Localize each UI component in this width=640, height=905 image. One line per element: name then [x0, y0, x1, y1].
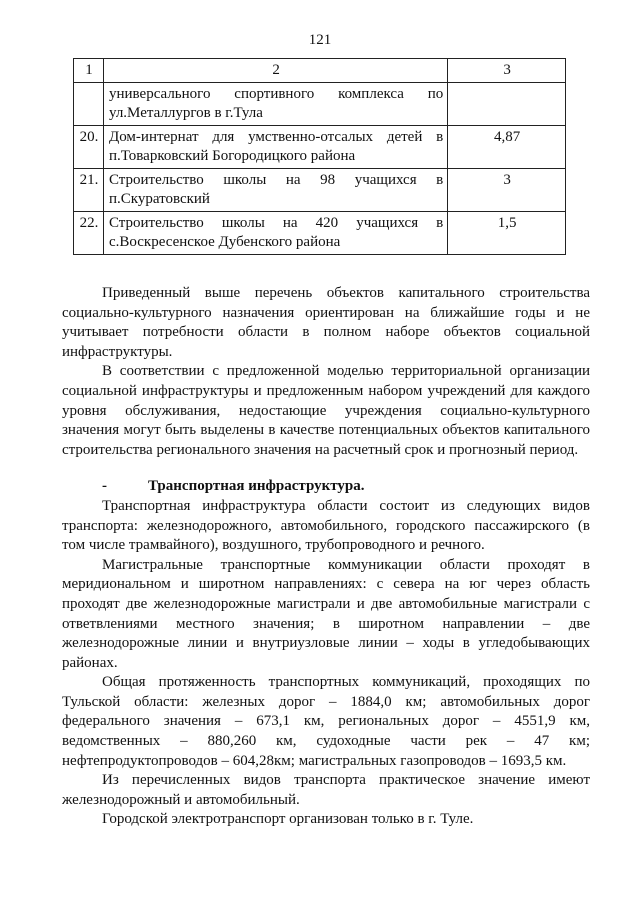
paragraph: Магистральные транспортные коммуникации области проходят в меридиональном и широтном направлениях: с севера на юг через область проходят две железнодорожные магистрали и две автомобильные магистрали с ответвлениями местного значения; в широтном направлении – две железнодорожные линии и внутриузловые линии – ходы в угледобывающих районах.: [62, 556, 590, 671]
paragraph: В соответствии с предложенной моделью территориальной организации социальной инфраструктуры и предложенным набором учреждений для каждого уровня обслуживания, недостающие учреждения социально-культурного значения могут быть выделены в качестве потенциальных объектов капитального строительства регионального значения на расчетный срок и прогнозный период.: [62, 363, 590, 458]
section-heading: [62, 477, 590, 497]
row-number: 20.: [74, 126, 104, 169]
heading-text: Транспортная инфраструктура.: [148, 478, 365, 495]
paragraph: Общая протяженность транспортных коммуникаций, проходящих по Тульской области: железных дорог – 1884,0 км; автомобильных дорог федерального значения – 673,1 км, региональных дорог – 4551,9 км, ведомственных – 880,260 км, судоходные части рек – 47 км; нефтепродуктопроводов – 604,28км; магистральных газопроводов – 1693,5 км.: [62, 674, 590, 769]
object-value: 1,5: [448, 212, 566, 255]
object-name: Дом-интернат для умственно-отсалых детей в п.Товарковский Богородицкого района: [103, 126, 447, 169]
object-name: Строительство школы на 420 учащихся в с.Воскресенское Дубенского района: [103, 212, 447, 255]
heading-dash: -: [102, 478, 107, 495]
table-row: [74, 169, 566, 212]
objects-table: [73, 58, 566, 255]
page-number: 121: [308, 32, 332, 48]
object-value: [448, 83, 566, 126]
row-number: 21.: [74, 169, 104, 212]
row-number: 22.: [74, 212, 104, 255]
row-number: [74, 83, 104, 126]
table-row: [74, 126, 566, 169]
table-header-cell: 3: [448, 59, 566, 83]
object-name: универсального спортивного комплекса по ул.Металлургов в г.Тула: [103, 83, 447, 126]
paragraph: Из перечисленных видов транспорта практическое значение имеют железнодорожный и автомобильный.: [62, 772, 590, 808]
table-row: [74, 83, 566, 126]
table-header-cell: 1: [74, 59, 104, 83]
object-name: Строительство школы на 98 учащихся в п.Скуратовский: [103, 169, 447, 212]
table-header-cell: 2: [103, 59, 447, 83]
object-value: 3: [448, 169, 566, 212]
object-value: 4,87: [448, 126, 566, 169]
paragraph: Приведенный выше перечень объектов капитального строительства социально-культурного назначения ориентирован на ближайшие годы и не учитывает потребности области в полном наборе объектов социальной инфраструктуры.: [62, 285, 590, 360]
body-text: [62, 284, 590, 830]
paragraph: Городской электротранспорт организован только в г. Туле.: [102, 811, 474, 828]
table-row: [74, 212, 566, 255]
paragraph: Транспортная инфраструктура области состоит из следующих видов транспорта: железнодорожного, автомобильного, городского пассажирского (в том числе трамвайного), воздушного, трубопроводного и речного.: [62, 497, 590, 554]
table-header-row: [74, 59, 566, 83]
